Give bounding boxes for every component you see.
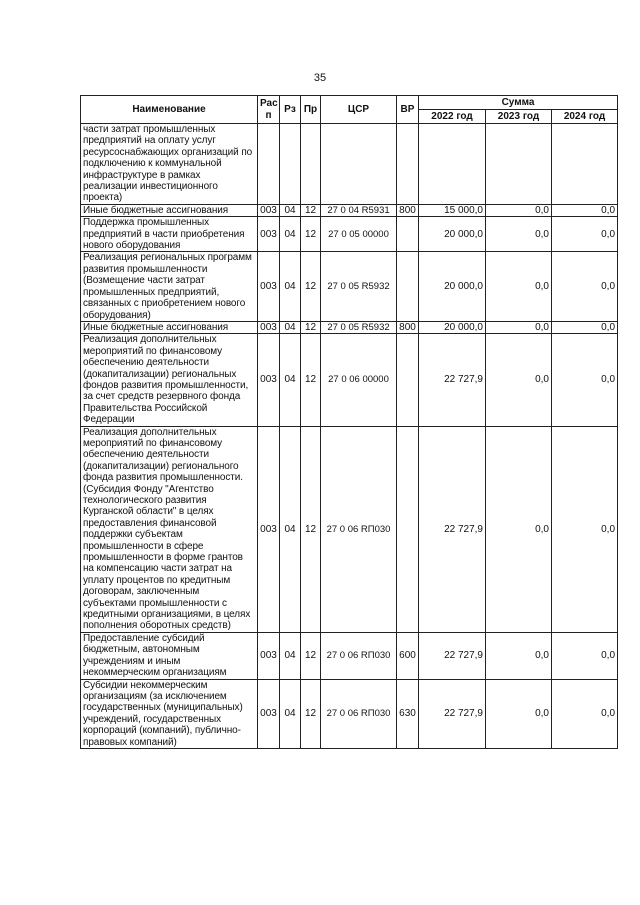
cell-csr: 27 0 05 00000 (321, 217, 397, 252)
cell-2022: 20 000,0 (419, 321, 486, 333)
cell-rz (280, 124, 301, 205)
cell-pr: 12 (301, 217, 321, 252)
cell-2023: 0,0 (486, 321, 552, 333)
table-row (81, 204, 618, 216)
cell-pr: 12 (301, 204, 321, 216)
cell-csr: 27 0 04 R5931 (321, 204, 397, 216)
cell-rz: 04 (280, 632, 301, 679)
cell-csr: 27 0 06 RП030 (321, 426, 397, 632)
cell-2023: 0,0 (486, 679, 552, 748)
cell-rz: 04 (280, 334, 301, 426)
cell-pr: 12 (301, 632, 321, 679)
cell-2023: 0,0 (486, 217, 552, 252)
cell-name: части затрат промышленных предприятий на оплату услуг ресурсоснабжающих организаций по подключению к коммунальной инфраструктуре в рамках реализации инвестиционного проекта) (81, 124, 258, 205)
cell-2022 (419, 124, 486, 205)
cell-2024: 0,0 (552, 426, 618, 632)
cell-rasp: 003 (258, 321, 280, 333)
table-row (81, 679, 618, 748)
cell-2024: 0,0 (552, 252, 618, 321)
page-number: 35 (313, 72, 327, 84)
cell-pr: 12 (301, 679, 321, 748)
cell-2023: 0,0 (486, 252, 552, 321)
cell-pr: 12 (301, 426, 321, 632)
cell-pr: 12 (301, 321, 321, 333)
header-2022: 2022 год (419, 110, 486, 124)
cell-rasp: 003 (258, 252, 280, 321)
cell-rz: 04 (280, 252, 301, 321)
header-csr: ЦСР (321, 96, 397, 124)
cell-rasp: 003 (258, 632, 280, 679)
table-row (81, 217, 618, 252)
header-rasp: Рас п (258, 96, 280, 124)
cell-vr (397, 426, 419, 632)
table-row (81, 321, 618, 333)
cell-2024: 0,0 (552, 217, 618, 252)
header-2024: 2024 год (552, 110, 618, 124)
table-row (81, 124, 618, 205)
cell-2024 (552, 124, 618, 205)
cell-2023: 0,0 (486, 204, 552, 216)
cell-name: Иные бюджетные ассигнования (81, 321, 258, 333)
cell-name: Предоставление субсидий бюджетным, автономным учреждениям и иным некоммерческим организациям (81, 632, 258, 679)
table-body (81, 124, 618, 749)
cell-rz: 04 (280, 426, 301, 632)
cell-2022: 22 727,9 (419, 632, 486, 679)
cell-rz: 04 (280, 204, 301, 216)
table-row (81, 334, 618, 426)
cell-2022: 15 000,0 (419, 204, 486, 216)
cell-rz: 04 (280, 321, 301, 333)
table-row (81, 252, 618, 321)
cell-name: Поддержка промышленных предприятий в части приобретения нового оборудования (81, 217, 258, 252)
cell-rasp: 003 (258, 334, 280, 426)
cell-vr: 600 (397, 632, 419, 679)
header-2023: 2023 год (486, 110, 552, 124)
header-sum: Сумма (419, 96, 618, 110)
cell-pr: 12 (301, 334, 321, 426)
cell-rasp (258, 124, 280, 205)
table-row (81, 426, 618, 632)
cell-2022: 22 727,9 (419, 334, 486, 426)
cell-name: Реализация дополнительных мероприятий по финансовому обеспечению деятельности (докапитализации) региональных фондов развития промышленности, за счет средств резервного фонда Правительства Российской Федерации (81, 334, 258, 426)
cell-2022: 22 727,9 (419, 426, 486, 632)
cell-vr (397, 252, 419, 321)
cell-name: Реализация региональных программ развития промышленности (Возмещение части затрат промышленных предприятий, связанных с приобретением нового оборудования) (81, 252, 258, 321)
cell-vr: 630 (397, 679, 419, 748)
header-vr: ВР (397, 96, 419, 124)
cell-2023: 0,0 (486, 632, 552, 679)
cell-rz: 04 (280, 679, 301, 748)
cell-csr: 27 0 05 R5932 (321, 321, 397, 333)
cell-name: Иные бюджетные ассигнования (81, 204, 258, 216)
cell-csr: 27 0 06 RП030 (321, 632, 397, 679)
cell-2024: 0,0 (552, 321, 618, 333)
cell-2023: 0,0 (486, 334, 552, 426)
table-row (81, 632, 618, 679)
cell-name: Субсидии некоммерческим организациям (за исключением государственных (муниципальных) учреждений, государственных корпораций (компаний), публично-правовых компаний) (81, 679, 258, 748)
header-name: Наименование (81, 96, 258, 124)
cell-csr: 27 0 06 00000 (321, 334, 397, 426)
header-rz: Рз (280, 96, 301, 124)
cell-2022: 20 000,0 (419, 252, 486, 321)
cell-vr (397, 124, 419, 205)
cell-2024: 0,0 (552, 632, 618, 679)
cell-csr: 27 0 06 RП030 (321, 679, 397, 748)
cell-rasp: 003 (258, 217, 280, 252)
cell-vr: 800 (397, 321, 419, 333)
cell-vr (397, 217, 419, 252)
cell-pr (301, 124, 321, 205)
cell-2024: 0,0 (552, 679, 618, 748)
cell-2022: 20 000,0 (419, 217, 486, 252)
cell-rasp: 003 (258, 426, 280, 632)
cell-2022: 22 727,9 (419, 679, 486, 748)
cell-2024: 0,0 (552, 334, 618, 426)
cell-name: Реализация дополнительных мероприятий по финансовому обеспечению деятельности (докапитализации) регионального фонда развития промышленности. (Субсидия Фонду "Агентство технологического развития Курганской области" в целях предоставления финансовой поддержки субъектам промышленности в сфере промышленности в форме грантов на компенсацию части затрат на уплату процентов по кредитным договорам, заключенным субъектами промышленности с кредитными организациями, в целях пополнения оборотных средств) (81, 426, 258, 632)
cell-csr (321, 124, 397, 205)
cell-csr: 27 0 05 R5932 (321, 252, 397, 321)
cell-vr (397, 334, 419, 426)
cell-2023: 0,0 (486, 426, 552, 632)
cell-pr: 12 (301, 252, 321, 321)
cell-rasp: 003 (258, 204, 280, 216)
cell-2023 (486, 124, 552, 205)
cell-vr: 800 (397, 204, 419, 216)
cell-rasp: 003 (258, 679, 280, 748)
header-pr: Пр (301, 96, 321, 124)
cell-2024: 0,0 (552, 204, 618, 216)
budget-table (80, 95, 618, 749)
cell-rz: 04 (280, 217, 301, 252)
